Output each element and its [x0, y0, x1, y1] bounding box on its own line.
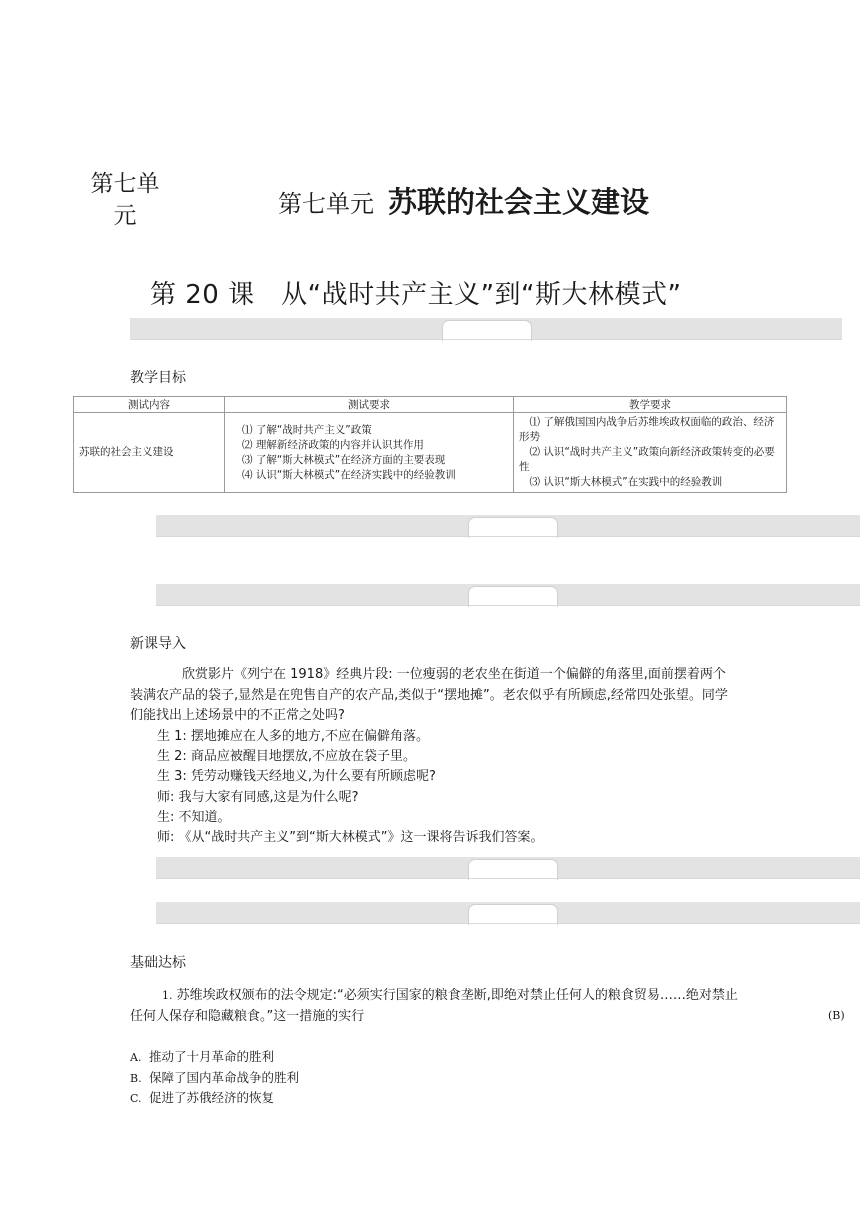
requirement-item: ⑶ 了解“斯大林模式”在经济方面的主要表现 — [242, 453, 446, 466]
section-band — [156, 515, 860, 537]
option-text: 推动了十月革命的胜利 — [149, 1049, 275, 1064]
table-header-row — [74, 397, 787, 413]
section-band — [130, 318, 842, 340]
requirement-item: ⑴ 了解“战时共产主义”政策 — [242, 423, 372, 436]
dialogue-line: 生 2: 商品应被醒目地摆放,不应放在袋子里。 — [157, 749, 417, 764]
table-cell-requirements — [225, 413, 514, 493]
option-label: B. — [130, 1072, 142, 1085]
band-tab — [468, 586, 558, 607]
answer-badge: (B) — [828, 1009, 845, 1022]
dialogue-line: 生 1: 摆地摊应在人多的地方,不应在偏僻角落。 — [157, 729, 430, 744]
requirement-item: ⑷ 认识“斯大林模式”在经济实践中的经验教训 — [242, 468, 456, 481]
question-item — [130, 986, 738, 1027]
dialogue-line: 师: 我与大家有同感,这是为什么呢? — [157, 790, 359, 805]
option-item — [130, 1047, 274, 1065]
unit-prefix: 第七单元 — [278, 190, 374, 218]
practice-heading: 基础达标 — [130, 955, 186, 971]
question-number: 1. — [162, 989, 173, 1002]
table-header-cell: 测试要求 — [225, 397, 514, 413]
option-label: A. — [130, 1051, 142, 1064]
dialogue-line: 师: 《从“战时共产主义”到“斯大林模式”》这一课将告诉我们答案。 — [157, 830, 544, 845]
section-band — [156, 857, 860, 879]
table-header-cell: 测试内容 — [74, 397, 225, 413]
table-header-cell: 教学要求 — [514, 397, 787, 413]
objectives-heading: 教学目标 — [130, 370, 186, 386]
option-text: 促进了苏俄经济的恢复 — [149, 1090, 275, 1105]
unit-name: 苏联的社会主义建设 — [388, 185, 650, 219]
requirement-item: ⑵ 理解新经济政策的内容并认识其作用 — [242, 438, 424, 451]
band-tab — [468, 904, 558, 925]
intro-heading: 新课导入 — [130, 636, 186, 652]
dialogue-line: 生: 不知道。 — [157, 810, 231, 825]
option-item — [130, 1068, 299, 1086]
band-tab — [468, 517, 558, 538]
teaching-item: ⑶ 认识“斯大林模式”在实践中的经验教训 — [519, 476, 723, 488]
side-unit-label: 第七单元 — [90, 171, 160, 229]
table-cell-teaching — [514, 413, 787, 493]
option-item — [130, 1088, 274, 1106]
teaching-item: ⑵ 认识“战时共产主义”政策向新经济政策转变的必要性 — [519, 446, 775, 473]
teaching-item: ⑴ 了解俄国国内战争后苏维埃政权面临的政治、经济形势 — [519, 416, 775, 443]
option-label: C. — [130, 1092, 142, 1105]
question-text: 苏维埃政权颁布的法令规定:“必须实行国家的粮食垄断,即绝对禁止任何人的粮食贸易……绝对禁止任何人保存和隐藏粮食。”这一措施的实行 — [130, 988, 738, 1024]
unit-title — [278, 180, 649, 221]
section-band — [156, 902, 860, 924]
section-band — [156, 584, 860, 606]
band-tab — [442, 320, 532, 341]
intro-paragraph: 欣赏影片《列宁在 1918》经典片段: 一位瘦弱的老农坐在街道一个偏僻的角落里,面前摆着两个装满农产品的袋子,显然是在兜售自产的农产品,类似于“摆地摊”。老农似乎有所顾虑,经常四处张望。同学们能找出上述场景中的不正常之处吗? — [130, 667, 728, 723]
objectives-table — [73, 396, 787, 493]
dialogue-line: 生 3: 凭劳动赚钱天经地义,为什么要有所顾虑呢? — [157, 769, 436, 784]
band-tab — [468, 859, 558, 880]
table-cell-content: 苏联的社会主义建设 — [74, 413, 225, 493]
lesson-title: 第 20 课 从“战时共产主义”到“斯大林模式” — [150, 280, 682, 310]
table-row — [74, 413, 787, 493]
option-text: 保障了国内革命战争的胜利 — [149, 1070, 300, 1085]
